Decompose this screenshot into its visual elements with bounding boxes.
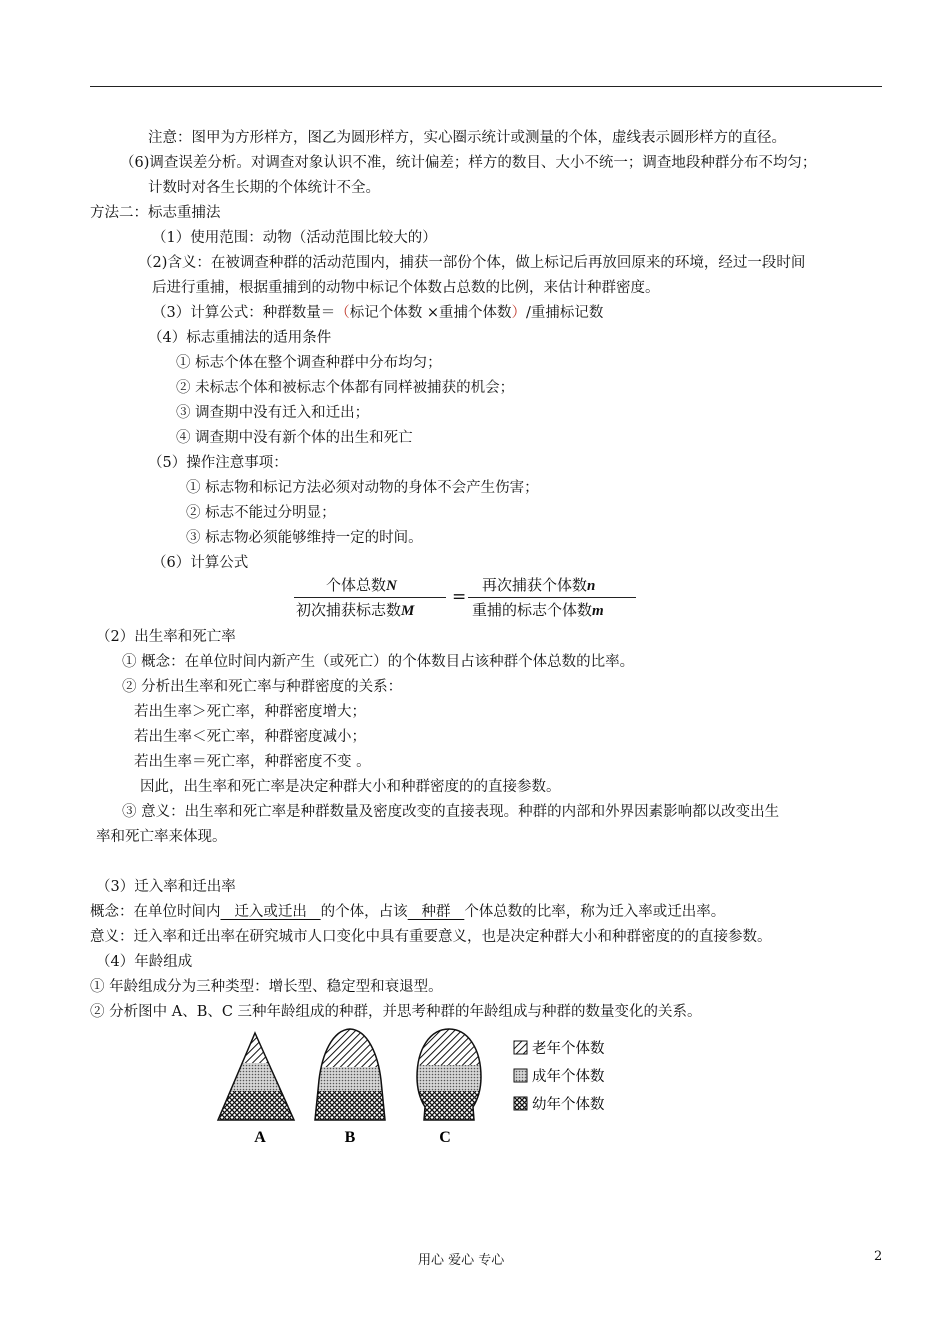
case-equal: 若出生率＝死亡率，种群密度不变 。 xyxy=(134,754,371,770)
migration-heading: （3）迁入率和迁出率 xyxy=(96,879,236,895)
migration-significance: 意义：迁入率和迁出率在研究城市人口变化中具有重要意义，也是决定种群大小和种群密度的的直接参数。 xyxy=(90,929,772,945)
formula-text-line xyxy=(152,303,603,323)
age-structure-figure xyxy=(212,1025,632,1150)
left-denominator: 初次捕获标志数M xyxy=(296,601,415,619)
right-numerator: 再次捕获个体数n xyxy=(482,576,596,594)
pyramid-c xyxy=(412,1025,487,1121)
blank-answer-2: 种群 xyxy=(407,904,465,920)
notes-heading: （5）操作注意事项： xyxy=(148,455,288,471)
migration-concept: 概念：在单位时间内 迁入或迁出 的个体，占该 种群 个体总数的比率，称为迁入率或迁出率。 xyxy=(90,904,726,920)
note-line: 注意：图甲为方形样方，图乙为圆形样方，实心圈示统计或测量的个体，虚线表示圆形样方的直径。 xyxy=(148,130,786,146)
significance-line-2: 率和死亡率来体现。 xyxy=(96,829,227,845)
formula-text-middle: 标记个体数 ×重捕个体数 xyxy=(349,305,512,321)
calc-formula-heading: （6）计算公式 xyxy=(152,555,249,571)
capture-recapture-formula xyxy=(292,572,652,624)
legend-swatch-young xyxy=(514,1097,527,1110)
notes-item-1: ① 标志物和标记方法必须对动物的身体不会产生伤害； xyxy=(186,480,539,496)
right-denominator: 重捕的标志个体数m xyxy=(472,601,604,619)
right-fraction-bar xyxy=(468,597,636,598)
equals-sign: = xyxy=(452,587,467,607)
condition-item-2: ② 未标志个体和被标志个体都有同样被捕获的机会； xyxy=(176,380,515,396)
notes-item-3: ③ 标志物必须能够维持一定的时间。 xyxy=(186,530,423,546)
left-fraction-bar xyxy=(294,597,446,598)
notes-item-2: ② 标志不能过分明显； xyxy=(186,505,336,521)
legend-adult: 成年个体数 xyxy=(532,1069,605,1085)
age-analysis-line: ② 分析图中 A、B、C 三种年龄组成的种群，并思考种群的年龄组成与种群的数量变化的关系。 xyxy=(90,1004,702,1020)
method-two-heading: 方法二：标志重捕法 xyxy=(90,205,221,221)
legend xyxy=(514,1039,605,1113)
usage-range-line: （1）使用范围：动物（活动范围比较大的） xyxy=(152,230,437,246)
legend-young: 幼年个体数 xyxy=(532,1097,605,1113)
header-rule xyxy=(90,86,882,87)
case-greater: 若出生率＞死亡率，种群密度增大； xyxy=(134,704,366,720)
age-types-line: ① 年龄组成分为三种类型：增长型、稳定型和衰退型。 xyxy=(90,979,443,995)
legend-swatch-old xyxy=(514,1041,527,1054)
condition-item-3: ③ 调查期中没有迁入和迁出； xyxy=(176,405,370,421)
significance-line: ③ 意义：出生率和死亡率是种群数量及密度改变的直接表现。种群的内部和外界因素影响都以改变出生 xyxy=(122,804,780,820)
age-structure-heading: （4）年龄组成 xyxy=(96,954,193,970)
condition-item-1: ① 标志个体在整个调查种群中分布均匀； xyxy=(176,355,442,371)
meaning-line: （2)含义：在被调查种群的活动范围内，捕获一部份个体，做上标记后再放回原来的环境，经过一段时间 xyxy=(138,255,806,271)
blank-answer-1: 迁入或迁出 xyxy=(220,904,321,920)
label-a: A xyxy=(254,1129,266,1146)
conditions-heading: （4）标志重捕法的适用条件 xyxy=(148,330,332,346)
legend-swatch-adult xyxy=(514,1069,527,1082)
left-numerator: 个体总数N xyxy=(326,576,397,594)
birth-death-concept: ① 概念：在单位时间内新产生（或死亡）的个体数目占该种群个体总数的比率。 xyxy=(122,654,635,670)
pyramid-a xyxy=(212,1025,302,1121)
birth-death-analysis: ② 分析出生率和死亡率与种群密度的关系： xyxy=(122,679,403,695)
error-analysis-line-2: 计数时对各生长期的个体统计不全。 xyxy=(148,180,380,196)
error-analysis-line: （6)调查误差分析。对调查对象认识不准，统计偏差；样方的数目、大小不统一；调查地段种群分布不均匀； xyxy=(120,155,817,171)
label-b: B xyxy=(344,1129,356,1146)
conclusion-line: 因此，出生率和死亡率是决定种群大小和种群密度的的直接参数。 xyxy=(140,779,561,795)
formula-text-prefix: （3）计算公式：种群数量＝ xyxy=(152,305,336,321)
legend-old: 老年个体数 xyxy=(532,1041,605,1057)
footer-motto: 用心 爱心 专心 xyxy=(418,1253,505,1268)
pyramid-b xyxy=(312,1025,392,1121)
meaning-line-2: 后进行重捕，根据重捕到的动物中标记个体数占总数的比例，来估计种群密度。 xyxy=(152,280,660,296)
birth-death-heading: （2）出生率和死亡率 xyxy=(96,629,236,645)
case-less: 若出生率＜死亡率，种群密度减小； xyxy=(134,729,366,745)
page-number: 2 xyxy=(874,1249,883,1264)
formula-text-suffix: /重捕标记数 xyxy=(526,305,604,321)
formula-open-paren: （ xyxy=(335,305,350,321)
formula-close-paren: ） xyxy=(511,305,526,321)
condition-item-4: ④ 调查期中没有新个体的出生和死亡 xyxy=(176,430,413,446)
label-c: C xyxy=(439,1129,451,1146)
